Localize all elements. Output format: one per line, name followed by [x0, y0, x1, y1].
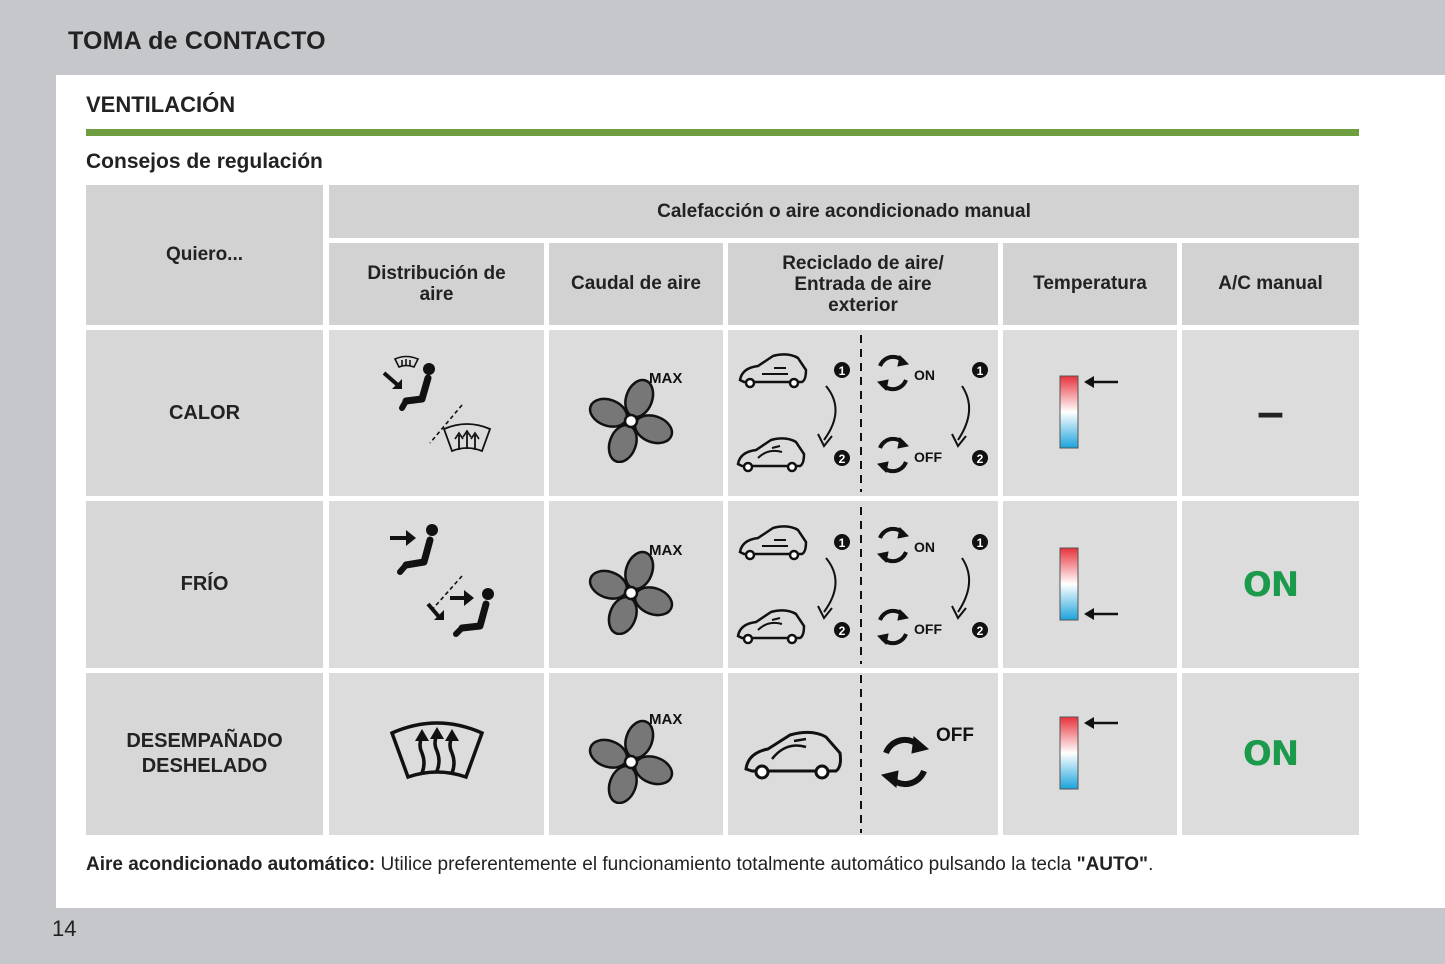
corner-header — [86, 185, 323, 325]
car-recirculation-icon — [746, 732, 841, 778]
seated-person-icon — [400, 524, 438, 572]
step-badge-label: 1 — [976, 364, 984, 378]
recirculation-off-icon — [728, 673, 998, 835]
step-badge-label: 1 — [838, 364, 846, 378]
recirculation-arrows-icon — [878, 438, 908, 472]
group-header — [329, 185, 1359, 238]
cell-airflow-cold — [549, 501, 723, 668]
cell-ac-cold — [1182, 501, 1359, 668]
recirculation-on-label: ON — [914, 538, 935, 555]
fan-icon — [581, 363, 691, 463]
cell-airflow-demist — [549, 673, 723, 835]
cell-distribution-demist — [329, 673, 544, 835]
footnote — [86, 855, 1359, 875]
cell-recirculation-demist — [728, 673, 998, 835]
recirculation-off-label: OFF — [914, 620, 942, 637]
recirculation-arrows-icon — [878, 610, 908, 644]
temperature-gauge-icon — [1050, 540, 1130, 630]
temperature-pointer-icon — [1084, 717, 1094, 729]
footnote-key: "AUTO" — [1076, 854, 1149, 875]
group-header-label: Calefacción o aire acondicionado manual — [657, 200, 1031, 222]
car-recirculation-icon — [740, 354, 806, 387]
cell-temperature-demist — [1003, 673, 1177, 835]
distribution-feet-windscreen-icon — [362, 353, 512, 473]
footnote-text: Utilice preferentemente el funcionamiento totalmente automático pulsando la tecla — [375, 854, 1077, 875]
temperature-gauge-icon — [1050, 709, 1130, 799]
car-recirculation-icon — [738, 610, 804, 643]
column-header-recirculation — [728, 243, 998, 325]
cell-temperature-heat — [1003, 330, 1177, 496]
subsection-title: Consejos de regulación — [86, 150, 323, 173]
column-header-temperature — [1003, 243, 1177, 325]
windscreen-defrost-icon — [444, 424, 490, 451]
seated-person-icon — [456, 588, 494, 634]
cell-ac-demist — [1182, 673, 1359, 835]
corner-header-label: Quiero... — [165, 244, 244, 265]
max-label: MAX — [649, 370, 683, 387]
recirculation-arrows-icon — [882, 737, 928, 787]
recirculation-off-label: OFF — [914, 449, 942, 465]
temperature-pointer-icon — [1084, 376, 1094, 388]
max-label: MAX — [649, 711, 683, 728]
recirculation-sequence-icon — [728, 502, 998, 668]
column-header-airflow — [549, 243, 723, 325]
recirculation-sequence-icon — [728, 330, 998, 496]
page-header-title: TOMA de CONTACTO — [68, 27, 326, 55]
row-label-text: FRÍO — [180, 573, 229, 595]
cell-recirculation-cold — [728, 501, 998, 668]
page-number: 14 — [52, 916, 77, 941]
row-label-heat — [86, 330, 323, 496]
row-label-text: DESEMPAÑADO DESHELADO — [126, 730, 283, 777]
cell-ac-heat — [1182, 330, 1359, 496]
seated-person-icon — [402, 363, 435, 408]
temperature-pointer-icon — [1084, 608, 1094, 620]
column-header-label: Temperatura — [1033, 273, 1147, 294]
recirculation-arrows-icon — [878, 356, 908, 390]
footnote-end: . — [1148, 854, 1154, 875]
car-recirculation-icon — [738, 438, 804, 471]
temperature-gauge-icon — [1050, 368, 1130, 458]
column-header-label: Reciclado de aire/ Entrada de aire exterior — [782, 252, 944, 316]
fan-icon — [581, 535, 691, 635]
ac-on-label: ON — [1242, 734, 1299, 774]
section-title: VENTILACIÓN — [86, 92, 236, 117]
step-badge-label: 2 — [838, 623, 846, 638]
cell-distribution-heat — [329, 330, 544, 496]
ac-value: – — [1257, 386, 1284, 439]
row-label-demist — [86, 673, 323, 835]
column-header-distribution — [329, 243, 544, 325]
step-badge-label: 2 — [976, 623, 984, 638]
fan-icon — [581, 704, 691, 804]
row-label-text: CALOR — [168, 401, 241, 424]
step-badge-label: 1 — [838, 535, 846, 550]
footnote-bold: Aire acondicionado automático: — [86, 854, 376, 875]
content-panel — [56, 75, 1445, 908]
cell-temperature-cold — [1003, 501, 1177, 668]
column-header-label: Caudal de aire — [571, 273, 701, 294]
max-label: MAX — [649, 541, 683, 559]
distribution-face-feet-icon — [362, 520, 512, 650]
column-header-label: A/C manual — [1218, 273, 1323, 294]
section-divider — [86, 129, 1359, 136]
column-header-label: Distribución de aire — [367, 263, 506, 305]
step-badge-label: 1 — [976, 535, 984, 550]
cell-distribution-cold — [329, 501, 544, 668]
recirculation-on-label: ON — [914, 367, 935, 383]
recirculation-off-label: OFF — [936, 725, 974, 746]
windscreen-defrost-icon — [382, 709, 492, 799]
step-badge-label: 2 — [838, 452, 846, 466]
car-recirculation-icon — [740, 526, 806, 559]
step-badge-label: 2 — [976, 452, 984, 466]
cell-recirculation-heat — [728, 330, 998, 496]
column-header-ac — [1182, 243, 1359, 325]
ac-on-label: ON — [1242, 564, 1299, 605]
defrost-icon — [395, 357, 418, 368]
recirculation-arrows-icon — [878, 528, 908, 562]
row-label-cold — [86, 501, 323, 668]
cell-airflow-heat — [549, 330, 723, 496]
